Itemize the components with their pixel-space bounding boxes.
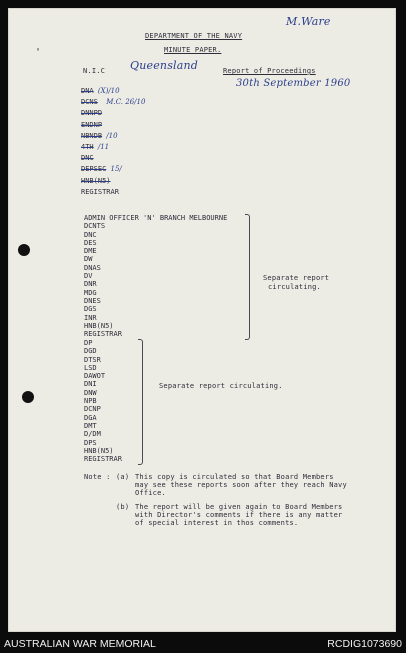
archive-footer (0, 636, 406, 653)
nic-label: N.I.C (83, 67, 106, 75)
group-two-bracket (138, 339, 143, 465)
distribution-item: DME (84, 247, 97, 256)
routing-item: DNNPD (81, 109, 103, 118)
distribution-item: REGISTRAR (84, 330, 122, 339)
distribution-item: DP (84, 339, 93, 347)
distribution-item: DCNP (84, 405, 101, 414)
note-b-text: of special interest in thos comments. (135, 519, 299, 527)
note-label: Note : (84, 473, 111, 481)
routing-item: REGISTRAR (81, 187, 119, 196)
distribution-item: DCNTS (84, 222, 106, 231)
distribution-item: NPB (84, 397, 97, 406)
distribution-item: DW (84, 255, 93, 264)
form-title: MINUTE PAPER. (164, 46, 222, 54)
routing-item: DCNS M.C. 26/10 (81, 98, 146, 107)
distribution-item: ADMIN OFFICER 'N' BRANCH MELBOURNE (84, 214, 228, 222)
distribution-item: DNES (84, 296, 101, 305)
distribution-item: LSD (84, 363, 97, 372)
group-one-note: circulating. (268, 283, 321, 291)
punch-hole (18, 244, 30, 256)
document-page (8, 8, 396, 632)
routing-item: DNC (81, 154, 94, 163)
routing-item: ENDNP (81, 120, 103, 129)
report-date: 30th September 1960 (236, 78, 351, 89)
archive-name: AUSTRALIAN WAR MEMORIAL (4, 638, 156, 650)
note-a-marker: (a) (116, 473, 130, 481)
note-a-text: Office. (135, 489, 166, 497)
corner-handwritten-note: M.Ware (286, 15, 331, 28)
record-id: RCDIG1073690 (327, 638, 402, 650)
distribution-item: HNB(N5) (84, 321, 114, 330)
note-a-text: This copy is circulated so that Board Members (135, 473, 334, 481)
note-a-text: may see these reports soon after they reach Navy (135, 481, 347, 489)
pencil-mark: ' (35, 47, 42, 58)
distribution-item: DTSR (84, 355, 101, 364)
distribution-item: DNW (84, 388, 97, 397)
report-label: Report of Proceedings (223, 67, 316, 75)
group-one-note: Separate report (263, 274, 330, 282)
distribution-group-one (84, 214, 227, 338)
distribution-item: D/DM (84, 430, 101, 439)
distribution-item: DMT (84, 421, 97, 430)
distribution-item: DGA (84, 413, 97, 422)
distribution-item: HNB(N5) (84, 446, 114, 455)
routing-item: HNB(N5) (81, 176, 111, 185)
distribution-item: DGD (84, 347, 97, 356)
routing-item: DNA (X)/10 (81, 87, 120, 95)
distribution-item: REGISTRAR (84, 455, 122, 464)
distribution-group-two (84, 339, 122, 463)
distribution-item: INR (84, 313, 97, 322)
routing-item: NBNDB /10 (81, 131, 118, 140)
distribution-item: DAWOT (84, 372, 106, 381)
distribution-item: DNI (84, 380, 97, 389)
distribution-item: DNAS (84, 263, 101, 272)
distribution-item: MDG (84, 288, 97, 297)
ship-name: Queensland (130, 59, 199, 72)
department-heading: DEPARTMENT OF THE NAVY (145, 32, 243, 40)
note-b-text: The report will be given again to Board Members (135, 503, 343, 511)
routing-list (81, 86, 145, 198)
group-two-note: Separate report circulating. (159, 382, 283, 390)
punch-hole (22, 391, 34, 403)
distribution-item: DV (84, 272, 93, 281)
distribution-item: DNR (84, 280, 97, 289)
distribution-item: DES (84, 238, 97, 247)
distribution-item: DNC (84, 230, 97, 239)
note-b-text: with Director's comments if there is any matter (135, 511, 343, 519)
distribution-item: DGS (84, 305, 97, 314)
note-b-marker: (b) (116, 503, 130, 511)
routing-item: 4TH /11 (81, 143, 110, 152)
distribution-item: DPS (84, 438, 97, 447)
group-one-bracket (245, 214, 250, 340)
routing-item: DEPSEC 15/ (81, 165, 122, 174)
